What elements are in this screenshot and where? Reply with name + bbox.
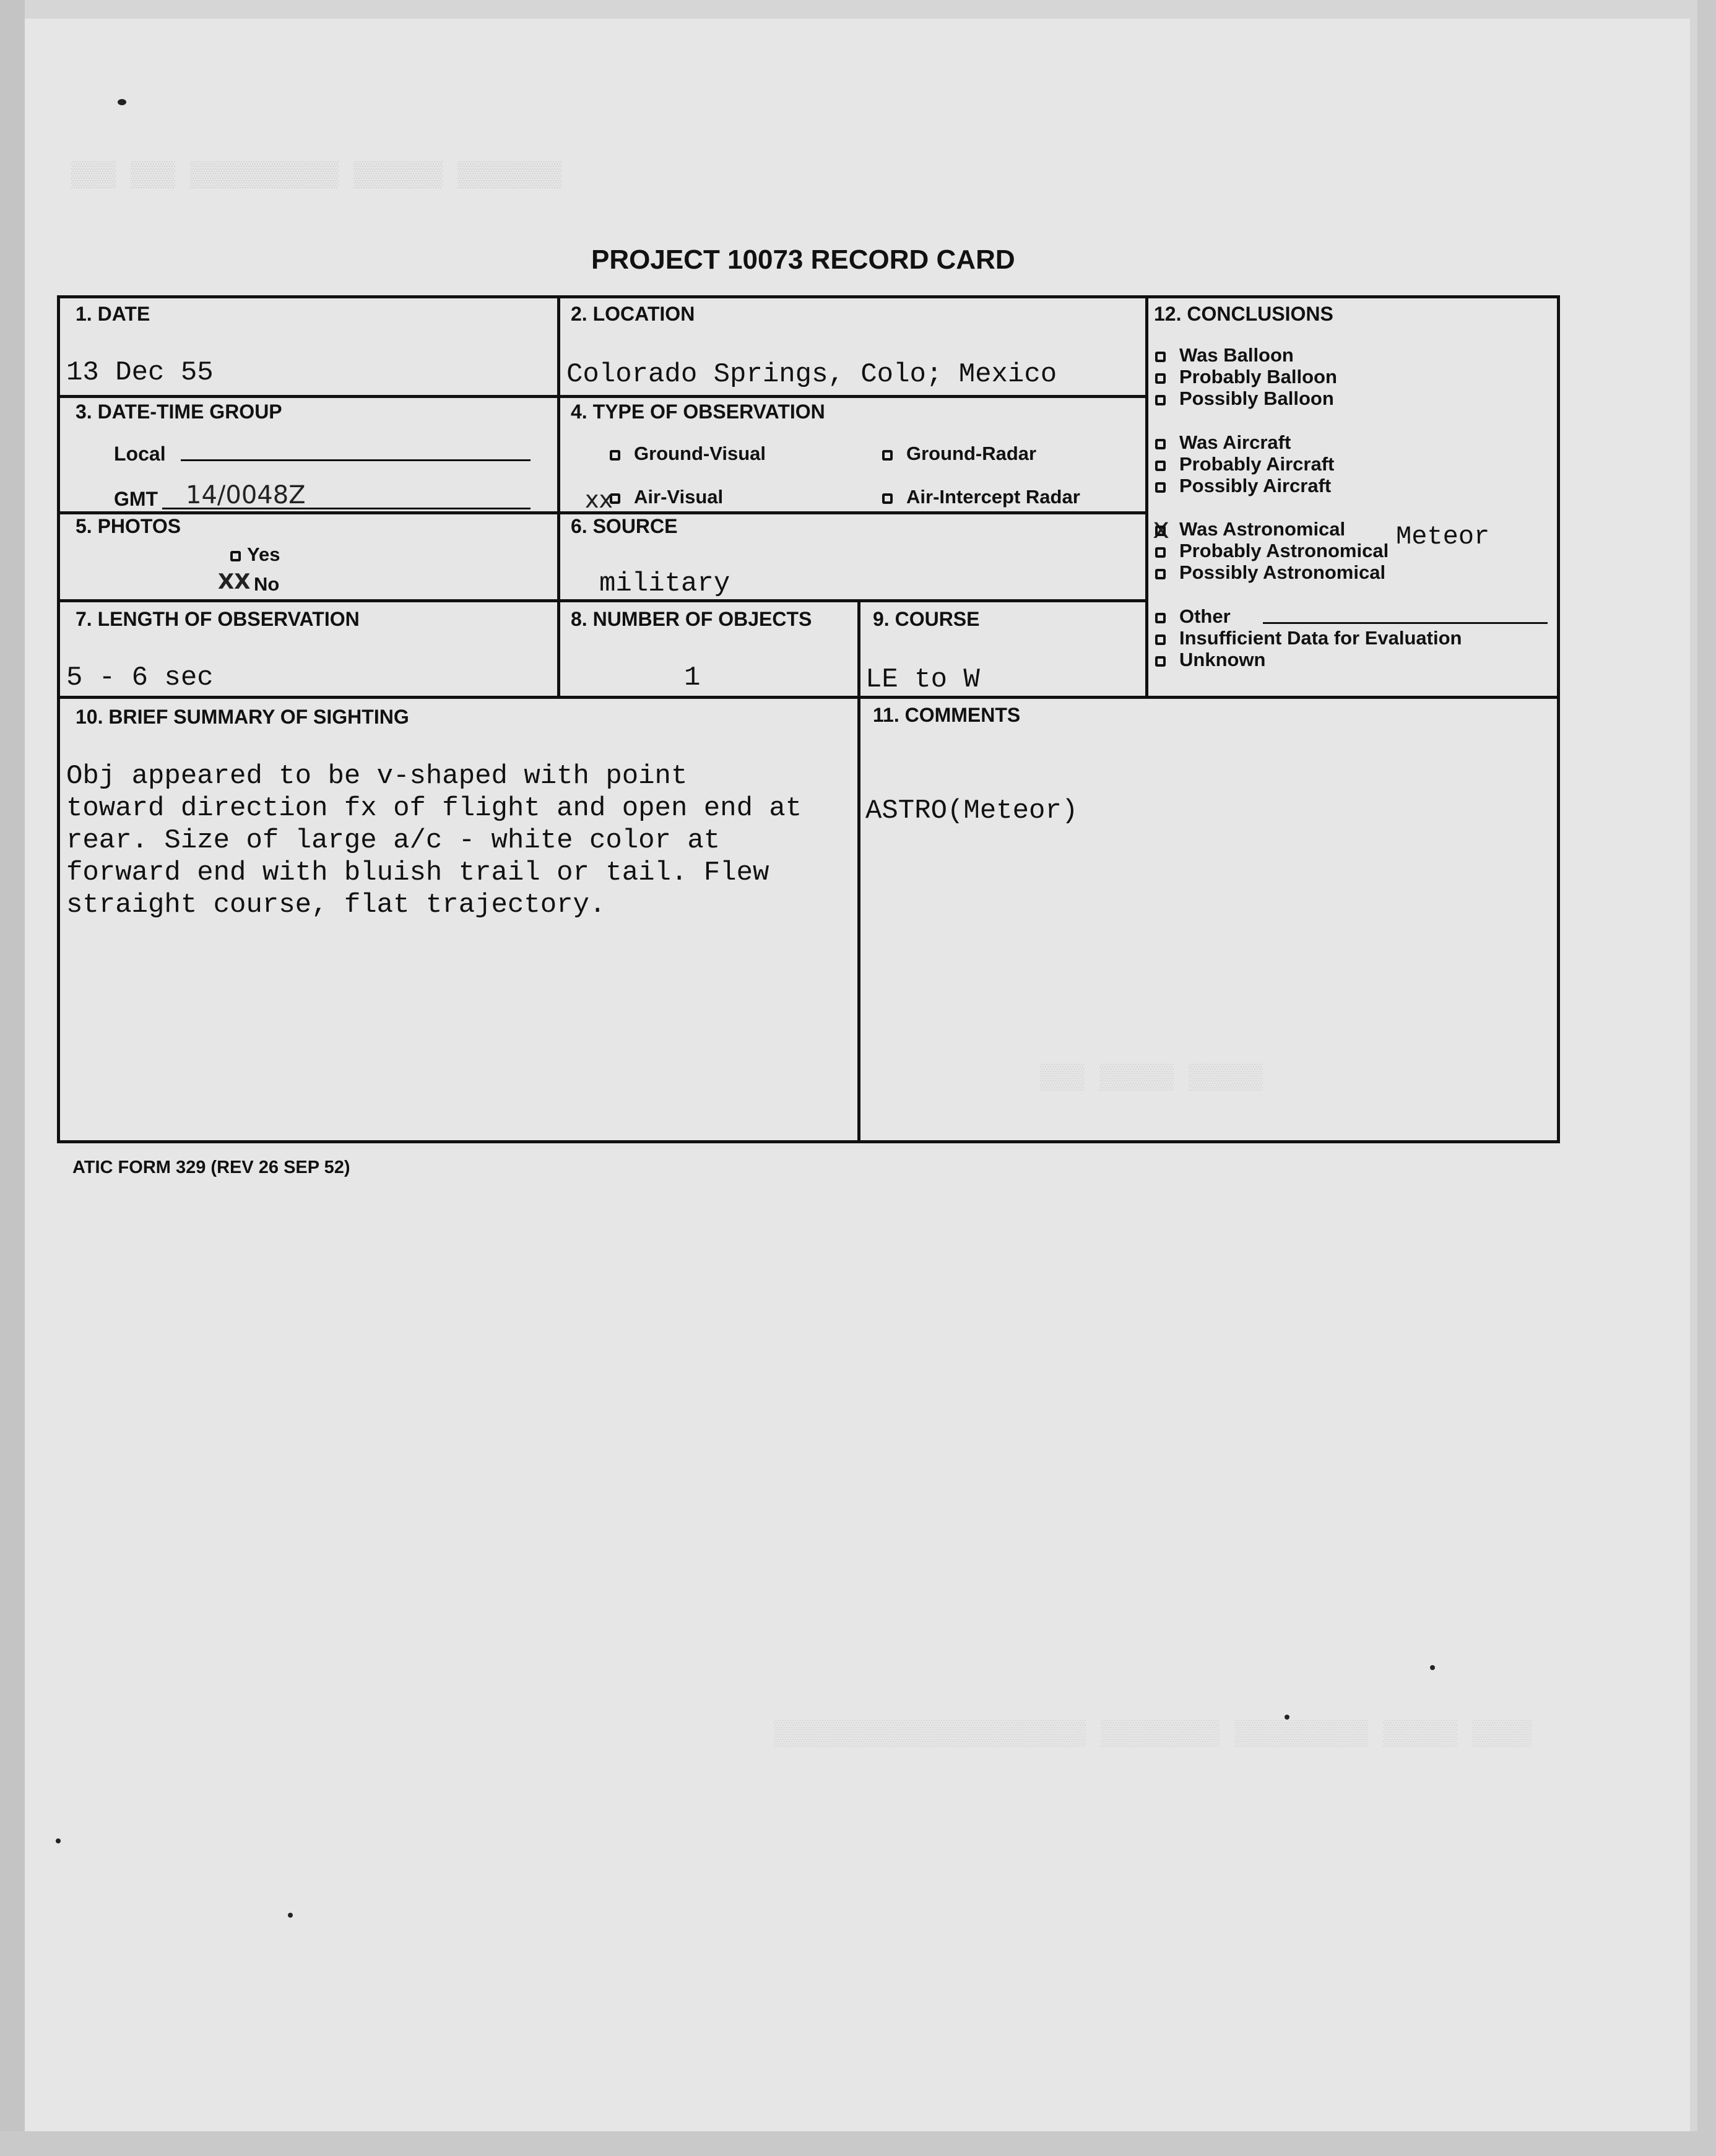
scan-edge-right bbox=[1697, 0, 1716, 2156]
checkbox-icon bbox=[1155, 613, 1166, 623]
option-ground-visual: Ground-Visual bbox=[610, 443, 766, 465]
conclusions-label: 12. CONCLUSIONS bbox=[1154, 303, 1333, 325]
gmt-value: 14/0048Z bbox=[186, 481, 306, 509]
location-label: 2. LOCATION bbox=[571, 303, 695, 325]
bleed-through-text: ▒▒▒ ▒▒▒ ▒▒▒▒▒▒▒▒▒▒ ▒▒▒▒▒▒ ▒▒▒▒▒▒▒ bbox=[71, 162, 562, 190]
brief-summary-label: 10. BRIEF SUMMARY OF SIGHTING bbox=[76, 706, 409, 728]
source-label: 6. SOURCE bbox=[571, 515, 678, 537]
summary-line: Obj appeared to be v-shaped with point bbox=[66, 761, 688, 792]
checkbox-icon bbox=[230, 551, 241, 561]
local-time-field bbox=[181, 459, 531, 461]
form-number: ATIC FORM 329 (REV 26 SEP 52) bbox=[72, 1158, 350, 1177]
summary-line: forward end with bluish trail or tail. Flew bbox=[66, 857, 769, 888]
option-air-intercept-radar: Air-Intercept Radar bbox=[882, 486, 1080, 508]
number-of-objects-value: 1 bbox=[684, 662, 701, 693]
conclusion-possibly-aircraft: Possibly Aircraft bbox=[1155, 475, 1331, 497]
scan-speck bbox=[56, 1838, 61, 1843]
checkbox-icon bbox=[882, 450, 893, 461]
summary-line: rear. Size of large a/c - white color at bbox=[66, 825, 721, 856]
checkbox-icon bbox=[1155, 482, 1166, 493]
checkbox-icon bbox=[1155, 547, 1166, 558]
length-of-observation-value: 5 - 6 sec bbox=[66, 662, 214, 693]
checkbox-icon bbox=[1155, 352, 1166, 362]
checkbox-icon bbox=[1155, 373, 1166, 384]
gmt-label: GMT bbox=[114, 488, 158, 510]
bleed-through-text: ▒▒▒ ▒▒▒▒▒ ▒▒▒▒▒ bbox=[1040, 1065, 1263, 1093]
checkbox-icon bbox=[1155, 439, 1166, 449]
comments-value: ASTRO(Meteor) bbox=[865, 795, 1078, 826]
checkbox-icon bbox=[610, 493, 620, 504]
checkbox-icon bbox=[1155, 656, 1166, 667]
checkbox-icon bbox=[1155, 395, 1166, 405]
photos-label: 5. PHOTOS bbox=[76, 515, 181, 537]
conclusion-insufficient-data: Insufficient Data for Evaluation bbox=[1155, 627, 1462, 649]
form-title: PROJECT 10073 RECORD CARD bbox=[591, 245, 1015, 275]
other-field bbox=[1263, 622, 1548, 624]
grid-line bbox=[57, 395, 1146, 398]
checkbox-icon bbox=[1155, 461, 1166, 471]
checkbox-icon bbox=[1155, 634, 1166, 645]
scan-edge-bottom bbox=[0, 2131, 1716, 2156]
checkbox-icon bbox=[1155, 526, 1166, 536]
grid-line bbox=[857, 599, 860, 1141]
was-astronomical-check-mark: x bbox=[1153, 511, 1170, 545]
grid-line bbox=[57, 599, 1146, 602]
checkbox-icon bbox=[1155, 569, 1166, 579]
date-label: 1. DATE bbox=[76, 303, 150, 325]
conclusion-probably-astronomical: Probably Astronomical bbox=[1155, 540, 1389, 562]
conclusion-was-balloon: Was Balloon bbox=[1155, 344, 1294, 366]
course-label: 9. COURSE bbox=[873, 608, 980, 630]
grid-line bbox=[57, 696, 1560, 699]
local-time-label: Local bbox=[114, 443, 166, 465]
scan-speck bbox=[1430, 1665, 1435, 1670]
summary-line: straight course, flat trajectory. bbox=[66, 890, 606, 920]
comments-label: 11. COMMENTS bbox=[873, 704, 1021, 726]
summary-line: toward direction fx of flight and open end at bbox=[66, 793, 802, 824]
conclusion-other: Other bbox=[1155, 605, 1231, 628]
length-of-observation-label: 7. LENGTH OF OBSERVATION bbox=[76, 608, 360, 630]
air-visual-check-mark: xx bbox=[585, 486, 613, 513]
scan-edge-left bbox=[0, 0, 25, 2156]
conclusion-probably-aircraft: Probably Aircraft bbox=[1155, 453, 1334, 475]
course-value: LE to W bbox=[865, 664, 980, 695]
scan-speck bbox=[118, 99, 126, 105]
photos-option-no: No bbox=[254, 573, 280, 595]
grid-line bbox=[557, 297, 560, 697]
conclusion-unknown: Unknown bbox=[1155, 649, 1266, 671]
conclusion-possibly-balloon: Possibly Balloon bbox=[1155, 387, 1334, 410]
photos-no-check-mark: XX bbox=[218, 569, 251, 594]
date-value: 13 Dec 55 bbox=[66, 357, 214, 388]
type-of-observation-label: 4. TYPE OF OBSERVATION bbox=[571, 400, 825, 423]
source-value: military bbox=[599, 568, 730, 599]
photos-option-yes: Yes bbox=[230, 543, 280, 566]
brief-summary-text bbox=[66, 760, 846, 921]
scan-speck bbox=[288, 1913, 293, 1918]
grid-line bbox=[1145, 297, 1148, 697]
conclusion-probably-balloon: Probably Balloon bbox=[1155, 366, 1337, 388]
conclusion-possibly-astronomical: Possibly Astronomical bbox=[1155, 561, 1385, 584]
conclusion-was-aircraft: Was Aircraft bbox=[1155, 431, 1291, 454]
conclusions-handwritten-note: Meteor bbox=[1396, 522, 1490, 552]
number-of-objects-label: 8. NUMBER OF OBJECTS bbox=[571, 608, 812, 630]
scan-speck bbox=[1285, 1715, 1289, 1720]
checkbox-icon bbox=[882, 493, 893, 504]
date-time-group-label: 3. DATE-TIME GROUP bbox=[76, 400, 282, 423]
option-air-visual: Air-Visual bbox=[610, 486, 723, 508]
conclusion-was-astronomical: Was Astronomical bbox=[1155, 518, 1345, 540]
location-value: Colorado Springs, Colo; Mexico bbox=[566, 359, 1057, 390]
option-ground-radar: Ground-Radar bbox=[882, 443, 1036, 465]
bleed-through-text: ▒▒▒▒▒▒▒▒▒▒▒▒▒▒▒▒▒▒▒▒▒ ▒▒▒▒▒▒▒▒ ▒▒▒▒▒▒▒▒▒ ▒▒▒▒▒ ▒▒▒▒ bbox=[774, 1721, 1532, 1749]
checkbox-icon bbox=[610, 450, 620, 461]
